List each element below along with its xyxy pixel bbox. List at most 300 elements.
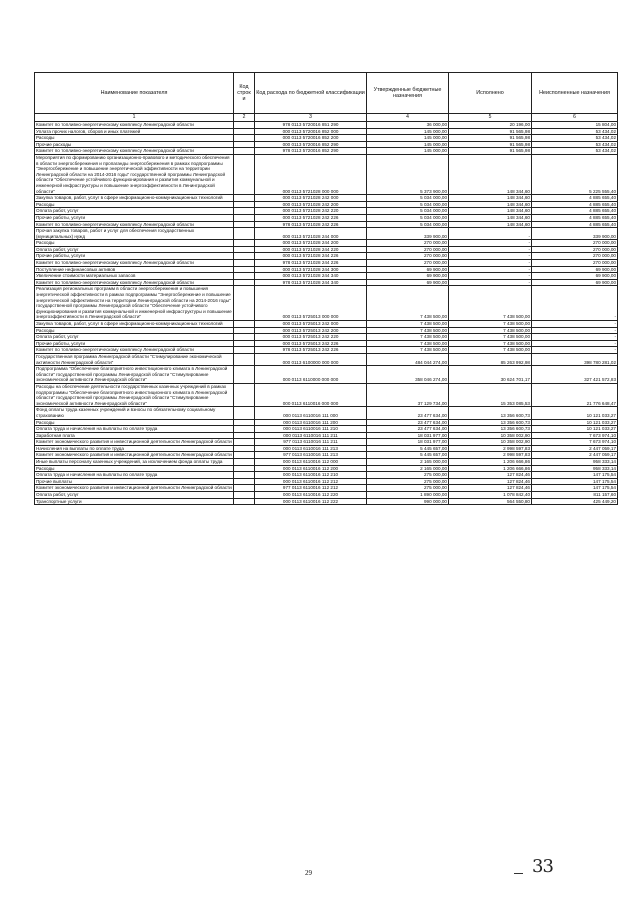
row-classification-code: 000 0113 6110016 112 210 <box>255 472 367 479</box>
row-approved: 5 034 000,00 <box>367 195 449 202</box>
table-row <box>35 478 618 485</box>
row-approved: 5 034 000,00 <box>367 221 449 228</box>
row-executed: 7 438 500,00 <box>449 327 532 334</box>
row-approved: 270 000,00 <box>367 246 449 253</box>
row-remaining: 69 900,00 <box>532 273 618 280</box>
row-remaining: 270 000,00 <box>532 240 618 247</box>
row-name: Закупка товаров, работ, услуг в сфере информационно-коммуникационных технологий <box>35 195 234 202</box>
row-classification-code: 000 0113 5720016 852 000 <box>255 128 367 135</box>
row-line-code <box>234 208 255 215</box>
row-remaining: 425 449,20 <box>532 498 618 505</box>
row-approved: 36 000,00 <box>367 122 449 129</box>
row-approved: 18 031 977,00 <box>367 439 449 446</box>
row-approved: 275 000,00 <box>367 478 449 485</box>
row-remaining: 53 434,02 <box>532 141 618 148</box>
row-remaining: 339 900,00 <box>532 228 618 240</box>
row-line-code <box>234 445 255 452</box>
row-classification-code: 000 0113 6110016 111 200 <box>255 419 367 426</box>
table-row <box>35 273 618 280</box>
row-approved: 23 477 634,00 <box>367 407 449 419</box>
table-row <box>35 340 618 347</box>
row-line-code <box>234 253 255 260</box>
table-row <box>35 201 618 208</box>
table-row <box>35 253 618 260</box>
header-approved-appropriations: Утвержденные бюджетные назначения <box>367 73 449 114</box>
table-row <box>35 260 618 267</box>
table-row <box>35 452 618 459</box>
row-classification-code: 977 0113 6110016 111 213 <box>255 452 367 459</box>
row-approved: 7 438 500,00 <box>367 327 449 334</box>
row-name: Комитет по топливно-энергетическому комплексу Ленинградской области <box>35 221 234 228</box>
row-classification-code: 000 0113 5721028 244 226 <box>255 253 367 260</box>
row-remaining: - <box>532 321 618 328</box>
row-remaining: 270 000,00 <box>532 260 618 267</box>
row-name: Комитет экономического развития и инвестиционной деятельности Ленинградской области <box>36 485 232 491</box>
row-name: Иные выплаты персоналу казенных учреждений, за исключением фонда оплаты труда <box>35 459 234 466</box>
header-unexecuted-appropriations: Неисполненные назначения <box>532 73 618 114</box>
row-remaining: 10 121 033,27 <box>532 419 618 426</box>
table-row <box>35 465 618 472</box>
row-classification-code: 000 0113 6110016 111 000 <box>255 407 367 419</box>
row-line-code <box>234 334 255 341</box>
row-remaining: 4 885 655,40 <box>532 214 618 221</box>
row-remaining: 270 000,00 <box>532 253 618 260</box>
row-remaining: 958 333,14 <box>532 459 618 466</box>
row-approved: 69 900,00 <box>367 266 449 273</box>
row-classification-code: 000 0113 5721028 000 000 <box>255 154 367 194</box>
row-approved: 270 000,00 <box>367 240 449 247</box>
row-executed: 7 438 500,00 <box>449 334 532 341</box>
table-row <box>35 327 618 334</box>
table-row <box>35 439 618 446</box>
row-executed: 10 358 002,90 <box>449 432 532 439</box>
row-classification-code: 000 0113 5720016 852 290 <box>255 141 367 148</box>
row-remaining: 69 900,00 <box>532 279 618 286</box>
row-classification-code: 000 0113 5725013 242 220 <box>255 334 367 341</box>
row-executed: 127 824,46 <box>449 472 532 479</box>
row-remaining: 4 885 655,40 <box>532 195 618 202</box>
row-executed: 10 358 002,90 <box>449 439 532 446</box>
table-row <box>35 221 618 228</box>
row-line-code <box>234 266 255 273</box>
row-classification-code: 000 0113 5721028 244 340 <box>255 273 367 280</box>
row-executed: 91 565,98 <box>449 135 532 142</box>
row-name: Расходы <box>35 419 234 426</box>
row-name: Комитет по топливно-энергетическому комплексу Ленинградской области <box>35 347 234 354</box>
row-approved: 7 438 500,00 <box>367 340 449 347</box>
row-executed: 127 824,46 <box>449 485 532 492</box>
row-executed: 13 356 600,73 <box>449 426 532 433</box>
column-number: 3 <box>255 114 367 122</box>
row-line-code <box>234 439 255 446</box>
row-classification-code: 000 0113 5721028 242 000 <box>255 195 367 202</box>
row-name: Комитет экономического развития и инвестиционной деятельности Ленинградской области <box>36 452 232 458</box>
row-remaining: 2 447 059,17 <box>532 445 618 452</box>
row-executed: - <box>449 279 532 286</box>
row-remaining: - <box>532 347 618 354</box>
row-executed: 148 344,60 <box>449 201 532 208</box>
row-approved: 2 165 000,00 <box>367 465 449 472</box>
row-line-code <box>234 246 255 253</box>
row-name: Оплата работ, услуг <box>35 208 234 215</box>
table-row <box>35 246 618 253</box>
footer-dash-mark <box>514 873 523 874</box>
row-executed: - <box>449 266 532 273</box>
row-approved: 990 000,00 <box>367 498 449 505</box>
row-classification-code: 000 0113 6110016 111 210 <box>255 426 367 433</box>
row-line-code <box>234 148 255 155</box>
row-name: Оплата работ, услуг <box>35 492 234 499</box>
row-remaining: 15 804,00 <box>532 122 618 129</box>
row-name: Государственная программа Ленинградской области "Стимулирование экономической активности Ленинградской области" <box>35 353 234 365</box>
row-executed: 564 550,80 <box>449 498 532 505</box>
row-name: Расходы <box>35 327 234 334</box>
row-executed: - <box>449 273 532 280</box>
table-row <box>35 347 618 354</box>
row-line-code <box>234 426 255 433</box>
row-approved: 275 000,00 <box>367 485 449 492</box>
row-remaining: 2 447 059,17 <box>532 452 618 459</box>
row-classification-code: 000 0113 5725013 000 000 <box>255 286 367 321</box>
row-name: Расходы <box>35 135 234 142</box>
row-approved: 7 438 500,00 <box>367 347 449 354</box>
column-number: 2 <box>234 114 255 122</box>
row-line-code <box>234 452 255 459</box>
row-line-code <box>234 286 255 321</box>
row-line-code <box>234 279 255 286</box>
row-line-code <box>234 221 255 228</box>
row-name: Оплата труда и начисления на выплаты по оплате труда <box>35 426 234 433</box>
row-line-code <box>234 478 255 485</box>
row-classification-code: 000 0113 5721028 242 226 <box>255 214 367 221</box>
row-executed: 15 353 085,53 <box>449 383 532 406</box>
row-classification-code: 978 0113 5721028 244 340 <box>255 279 367 286</box>
column-number: 6 <box>532 114 618 122</box>
row-executed: 2 998 597,83 <box>449 445 532 452</box>
header-line-code: Код строк и <box>234 73 255 114</box>
row-approved: 2 165 000,00 <box>367 459 449 466</box>
row-name: Комитет по топливно-энергетическому комплексу Ленинградской области <box>35 122 234 129</box>
row-classification-code: 000 0113 6110016 112 200 <box>255 465 367 472</box>
row-line-code <box>234 135 255 142</box>
row-executed: 30 624 701,17 <box>449 366 532 384</box>
row-approved: 358 046 274,00 <box>367 366 449 384</box>
row-line-code <box>234 340 255 347</box>
row-approved: 275 000,00 <box>367 472 449 479</box>
row-executed: 13 356 600,73 <box>449 419 532 426</box>
row-line-code <box>234 498 255 505</box>
table-row <box>35 321 618 328</box>
row-line-code <box>234 327 255 334</box>
row-remaining: - <box>532 286 618 321</box>
row-approved: 69 900,00 <box>367 279 449 286</box>
row-classification-code: 978 0113 5720016 851 290 <box>255 122 367 129</box>
row-approved: 37 129 734,00 <box>367 383 449 406</box>
table-row <box>35 432 618 439</box>
table-row <box>35 135 618 142</box>
budget-execution-table <box>34 72 618 505</box>
row-remaining: 7 673 974,10 <box>532 439 618 446</box>
row-classification-code: 000 0113 5721028 244 200 <box>255 240 367 247</box>
row-approved: 270 000,00 <box>367 260 449 267</box>
row-executed: 148 344,60 <box>449 221 532 228</box>
row-classification-code: 978 0113 5725013 242 226 <box>255 347 367 354</box>
row-remaining: 958 333,14 <box>532 465 618 472</box>
table-row <box>35 228 618 240</box>
row-executed: 7 438 500,00 <box>449 321 532 328</box>
table-row <box>35 240 618 247</box>
row-classification-code: 000 0113 5721028 244 000 <box>255 228 367 240</box>
row-executed: 91 565,98 <box>449 148 532 155</box>
row-remaining: 5 225 555,40 <box>532 154 618 194</box>
table-row <box>35 459 618 466</box>
row-remaining: 4 885 655,40 <box>532 201 618 208</box>
row-line-code <box>234 128 255 135</box>
row-approved: 7 438 500,00 <box>367 334 449 341</box>
row-remaining: 327 421 572,83 <box>532 366 618 384</box>
row-remaining: 53 434,02 <box>532 128 618 135</box>
row-approved: 23 477 634,00 <box>367 426 449 433</box>
row-executed: - <box>449 240 532 247</box>
row-classification-code: 000 0113 6110016 112 220 <box>255 492 367 499</box>
row-executed: 91 565,98 <box>449 128 532 135</box>
table-header-row <box>35 73 618 114</box>
row-name: Прочая закупка товаров, работ и услуг для обеспечения государственных (муниципальных) нужд <box>35 228 234 240</box>
row-name: Комитет экономического развития и инвестиционной деятельности Ленинградской области <box>36 439 232 445</box>
table-row <box>35 407 618 419</box>
row-name: Прочие выплаты <box>35 478 234 485</box>
table-row <box>35 472 618 479</box>
table-row <box>35 383 618 406</box>
row-approved: 7 438 500,00 <box>367 321 449 328</box>
row-remaining: 21 776 648,47 <box>532 383 618 406</box>
row-approved: 5 034 000,00 <box>367 214 449 221</box>
row-name: Комитет по топливно-энергетическому комплексу Ленинградской области <box>35 279 234 286</box>
budget-report-sheet <box>34 72 617 505</box>
row-approved: 1 890 000,00 <box>367 492 449 499</box>
row-remaining: 7 673 974,10 <box>532 432 618 439</box>
table-row <box>35 492 618 499</box>
column-number-row <box>35 114 618 122</box>
row-classification-code: 978 0113 5720016 852 290 <box>255 148 367 155</box>
column-number: 1 <box>35 114 234 122</box>
row-approved: 145 000,00 <box>367 128 449 135</box>
row-classification-code: 000 0113 5725013 242 226 <box>255 340 367 347</box>
row-line-code <box>234 195 255 202</box>
row-executed: 91 565,98 <box>449 141 532 148</box>
row-classification-code: 000 0113 5721028 242 220 <box>255 208 367 215</box>
row-line-code <box>234 260 255 267</box>
row-line-code <box>234 321 255 328</box>
row-executed: 2 998 597,83 <box>449 452 532 459</box>
table-row <box>35 266 618 273</box>
row-remaining: 147 175,54 <box>532 485 618 492</box>
row-name: Заработная плата <box>35 432 234 439</box>
row-approved: 5 445 657,00 <box>367 445 449 452</box>
row-remaining: 53 434,02 <box>532 135 618 142</box>
row-approved: 7 438 500,00 <box>367 286 449 321</box>
column-number: 4 <box>367 114 449 122</box>
row-classification-code: 000 0113 5720016 852 200 <box>255 135 367 142</box>
row-line-code <box>234 122 255 129</box>
row-name: Комитет по топливно-энергетическому комплексу Ленинградской области <box>35 148 234 155</box>
row-approved: 5 034 000,00 <box>367 208 449 215</box>
table-row <box>35 426 618 433</box>
row-approved: 270 000,00 <box>367 253 449 260</box>
table-row <box>35 141 618 148</box>
row-executed: 1 206 666,86 <box>449 465 532 472</box>
table-row <box>35 286 618 321</box>
row-name: Подпрограмма "Обеспечение благоприятного инвестиционного климата в Ленинградской области" государственной программы Ленинградской области "Стимулирование экономической активности Ленинградской области" <box>35 366 234 384</box>
row-executed: 127 824,46 <box>449 478 532 485</box>
row-line-code <box>234 366 255 384</box>
row-name: Закупка товаров, работ, услуг в сфере информационно-коммуникационных технологий <box>35 321 234 328</box>
row-line-code <box>234 485 255 492</box>
row-line-code <box>234 432 255 439</box>
row-line-code <box>234 214 255 221</box>
row-executed: 148 344,60 <box>449 208 532 215</box>
row-line-code <box>234 459 255 466</box>
row-line-code <box>234 465 255 472</box>
table-row <box>35 128 618 135</box>
row-classification-code: 977 0113 6110016 112 212 <box>255 485 367 492</box>
row-remaining: 398 780 281,02 <box>532 353 618 365</box>
row-approved: 5 373 900,00 <box>367 154 449 194</box>
row-name: Прочие работы, услуги <box>35 340 234 347</box>
header-indicator-name: Наименование показателя <box>35 73 234 114</box>
row-executed: 1 206 666,86 <box>449 459 532 466</box>
row-name: Прочие расходы <box>35 141 234 148</box>
header-executed: Исполнено <box>449 73 532 114</box>
row-remaining: - <box>532 334 618 341</box>
row-remaining: 53 434,02 <box>532 148 618 155</box>
table-row <box>35 148 618 155</box>
row-classification-code: 000 0113 5725013 242 000 <box>255 321 367 328</box>
row-remaining: 69 900,00 <box>532 266 618 273</box>
table-row <box>35 366 618 384</box>
table-row <box>35 353 618 365</box>
table-row <box>35 419 618 426</box>
row-name: Увеличение стоимости материальных запасов <box>35 273 234 280</box>
row-line-code <box>234 201 255 208</box>
row-executed: 148 344,60 <box>449 214 532 221</box>
row-name: Комитет по топливно-энергетическому комплексу Ленинградской области <box>35 260 234 267</box>
row-line-code <box>234 141 255 148</box>
row-classification-code: 000 0113 6100000 000 000 <box>255 353 367 365</box>
row-classification-code: 000 0113 5725013 242 200 <box>255 327 367 334</box>
row-line-code <box>234 240 255 247</box>
row-classification-code: 978 0113 5721028 244 226 <box>255 260 367 267</box>
row-name: Оплата работ, услуг <box>35 246 234 253</box>
row-classification-code: 978 0113 5721028 242 226 <box>255 221 367 228</box>
header-budget-classification-code: Код расхода по бюджетной классификации <box>255 73 367 114</box>
row-name: Прочие работы, услуги <box>35 253 234 260</box>
table-row <box>35 334 618 341</box>
row-executed: 148 344,60 <box>449 195 532 202</box>
row-executed: 7 438 500,00 <box>449 347 532 354</box>
row-remaining: 270 000,00 <box>532 246 618 253</box>
row-line-code <box>234 273 255 280</box>
table-row <box>35 498 618 505</box>
row-line-code <box>234 407 255 419</box>
row-approved: 69 900,00 <box>367 273 449 280</box>
row-line-code <box>234 347 255 354</box>
row-name: Оплата труда и начисления на выплаты по оплате труда <box>35 472 234 479</box>
row-classification-code: 000 0113 6110016 112 212 <box>255 478 367 485</box>
row-approved: 339 900,00 <box>367 228 449 240</box>
row-classification-code: 000 0113 6110000 000 000 <box>255 366 367 384</box>
row-executed: 20 196,00 <box>449 122 532 129</box>
row-approved: 18 031 977,00 <box>367 432 449 439</box>
row-executed: 85 263 992,98 <box>449 353 532 365</box>
row-name: Прочие работы, услуги <box>35 214 234 221</box>
row-line-code <box>234 353 255 365</box>
page-number: 29 <box>305 869 312 877</box>
row-classification-code: 000 0113 6110016 111 211 <box>255 432 367 439</box>
row-executed: 7 438 500,00 <box>449 340 532 347</box>
row-name: Расходы на обеспечение деятельности государственных казенных учреждений в рамках подпрограммы "Обеспечение благоприятного инвестиционного климата в Ленинградской области" государственной программы Ленинградской области "Стимулирование экономической активности Ленинградской области" <box>35 383 234 406</box>
row-executed: - <box>449 246 532 253</box>
column-number: 5 <box>449 114 532 122</box>
table-row <box>35 154 618 194</box>
row-name: Реализация региональных программ в области энергосбережения и повышения энергетической эффективности в рамках подпрограммы "Энергосбережение и повышение энергетической эффективности на территории Ленинградской области на 2014-2016 годы" государственной программы Ленинградской области "Обеспечение устойчивого функционирования и развития коммунальной и инженерной инфраструктуры и повышение энергоэффективности в Ленинградской области" <box>36 286 232 320</box>
row-line-code <box>234 383 255 406</box>
row-classification-code: 000 0113 5721028 244 300 <box>255 266 367 273</box>
row-executed: 7 438 500,00 <box>449 286 532 321</box>
row-line-code <box>234 472 255 479</box>
row-approved: 145 000,00 <box>367 148 449 155</box>
row-executed: - <box>449 253 532 260</box>
table-row <box>35 214 618 221</box>
row-name: Фонд оплаты труда казенных учреждений и взносы по обязательному социальному страхованию <box>35 407 234 419</box>
row-remaining: 4 885 655,40 <box>532 221 618 228</box>
row-executed: - <box>449 228 532 240</box>
row-line-code <box>234 154 255 194</box>
table-row <box>35 208 618 215</box>
row-name: Расходы <box>35 465 234 472</box>
row-name: Уплата прочих налогов, сборов и иных платежей <box>35 128 234 135</box>
row-name: Мероприятия по формированию организационно-правового и методического обеспечения в области энергосбережения и пропаганды энергосбережения в рамках подпрограммы "Энергосбережение и повышение энергетической эффективности на территории Ленинградской области на 2014-2016 годы" государственной программы Ленинградской области "Обеспечение устойчивого функционирования и развития коммунальной и инженерной инфраструктуры и повышение энергоэффективности в Ленинградской области" <box>35 154 234 194</box>
table-row <box>35 279 618 286</box>
row-classification-code: 000 0113 6110016 000 000 <box>255 383 367 406</box>
row-remaining: 811 157,60 <box>532 492 618 499</box>
row-approved: 5 034 000,00 <box>367 201 449 208</box>
row-line-code <box>234 228 255 240</box>
row-name: Начисления на выплаты по оплате труда <box>35 445 234 452</box>
sheet-number-stamp: 33 <box>532 856 553 877</box>
row-classification-code: 000 0113 5721028 242 200 <box>255 201 367 208</box>
row-classification-code: 000 0113 6110016 112 222 <box>255 498 367 505</box>
row-executed: 13 356 600,73 <box>449 407 532 419</box>
table-body <box>35 122 618 505</box>
row-name: Расходы <box>35 201 234 208</box>
table-row <box>35 195 618 202</box>
row-approved: 145 000,00 <box>367 141 449 148</box>
row-classification-code: 977 0113 6110016 111 211 <box>255 439 367 446</box>
row-executed: - <box>449 260 532 267</box>
row-classification-code: 000 0113 5721028 244 220 <box>255 246 367 253</box>
row-remaining: 4 885 655,40 <box>532 208 618 215</box>
row-classification-code: 000 0113 6110016 111 213 <box>255 445 367 452</box>
row-line-code <box>234 419 255 426</box>
table-row <box>35 122 618 129</box>
row-remaining: 147 175,54 <box>532 478 618 485</box>
row-remaining: 147 175,54 <box>532 472 618 479</box>
row-name: Поступление нефинансовых активов <box>35 266 234 273</box>
row-remaining: 10 121 033,27 <box>532 407 618 419</box>
row-remaining: 10 121 033,27 <box>532 426 618 433</box>
row-remaining: - <box>532 327 618 334</box>
